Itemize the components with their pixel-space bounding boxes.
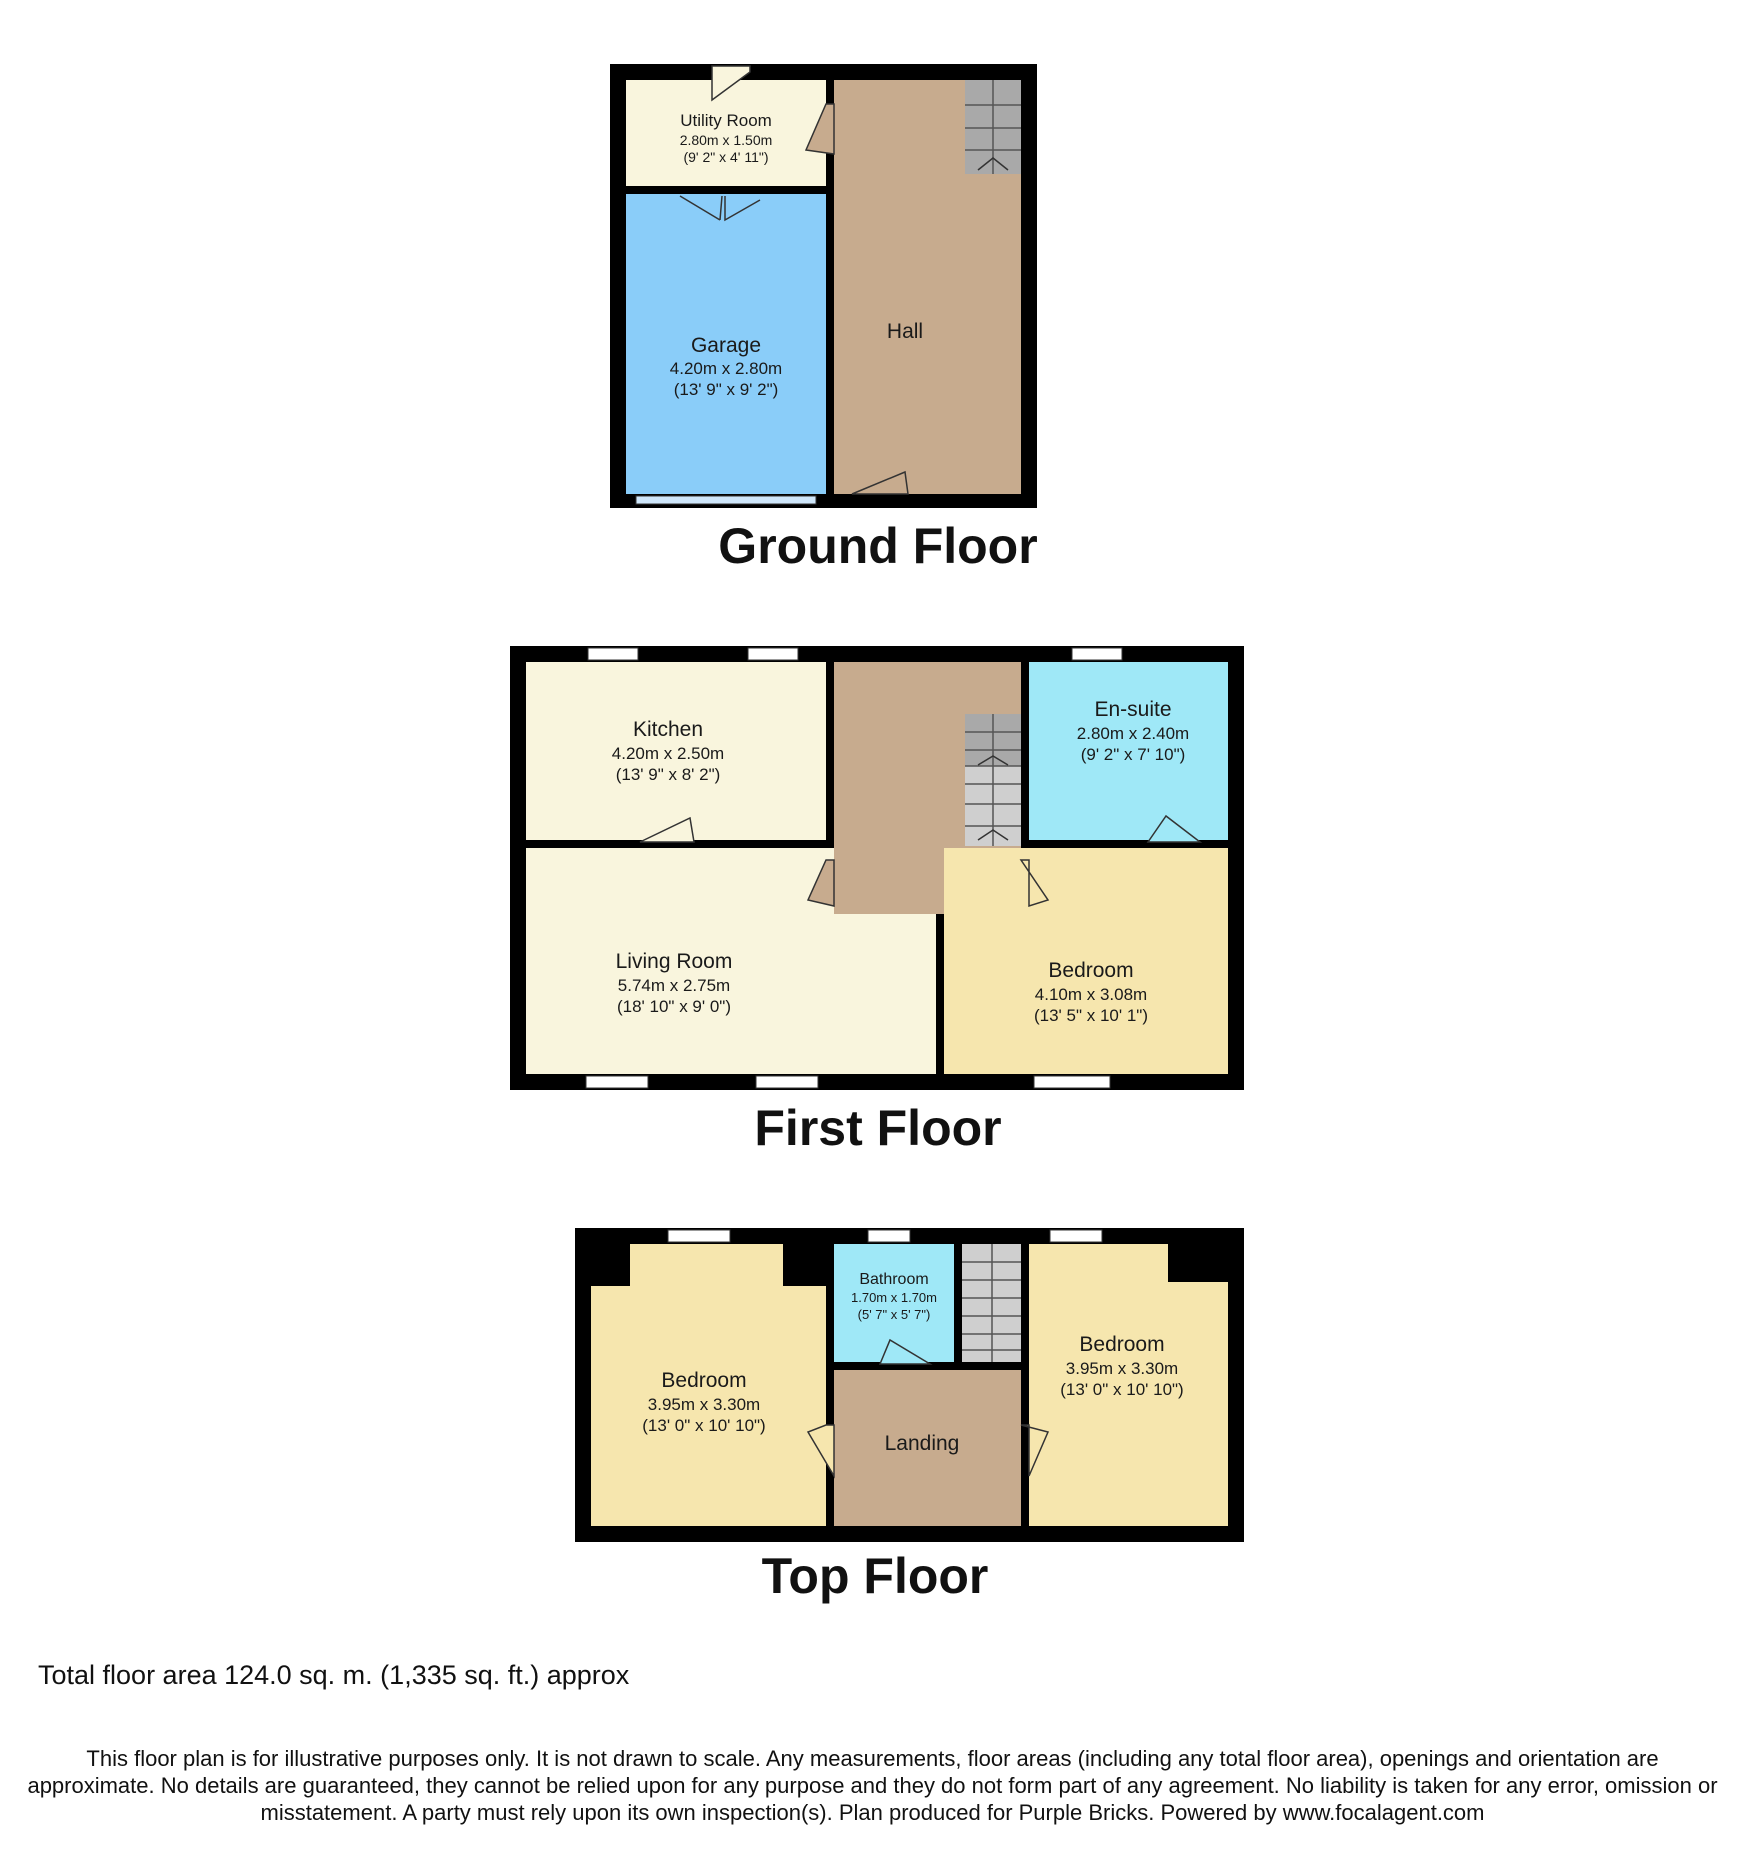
- hall-name: Hall: [886, 320, 924, 343]
- top-floor: [575, 1228, 1244, 1604]
- bathroom-imperial: (5' 7" x 5' 7"): [857, 1307, 931, 1322]
- garage-name: Garage: [690, 334, 762, 357]
- top-floor-title: Top Floor: [761, 1548, 989, 1604]
- ensuite-metric: 2.80m x 2.40m: [1076, 724, 1190, 743]
- first-stairs: [965, 714, 1021, 846]
- top-stairs: [962, 1244, 1021, 1362]
- ground-floor: [610, 64, 1038, 574]
- top-bedroom-right-metric: 3.95m x 3.30m: [1065, 1359, 1179, 1378]
- garage-door: [636, 496, 816, 504]
- utility-room-name: Utility Room: [680, 111, 772, 130]
- top-bedroom-left-name: Bedroom: [661, 1369, 747, 1392]
- first-bedroom-name: Bedroom: [1048, 959, 1134, 982]
- kitchen-metric: 4.20m x 2.50m: [611, 744, 725, 763]
- ground-stairs: [965, 80, 1021, 174]
- first-bedroom-imperial: (13' 5" x 10' 1"): [1033, 1006, 1149, 1025]
- first-bedroom-metric: 4.10m x 3.08m: [1034, 985, 1148, 1004]
- bathroom-name: Bathroom: [859, 1271, 929, 1288]
- utility-room-metric: 2.80m x 1.50m: [679, 132, 773, 148]
- first-floor: [510, 646, 1244, 1156]
- utility-room-imperial: (9' 2" x 4' 11"): [683, 149, 769, 165]
- kitchen-imperial: (13' 9" x 8' 2"): [615, 765, 721, 784]
- total-floor-area: Total floor area 124.0 sq. m. (1,335 sq. ft.) approx: [38, 1660, 630, 1690]
- first-floor-title: First Floor: [754, 1100, 1002, 1156]
- top-bedroom-left-imperial: (13' 0" x 10' 10"): [642, 1416, 766, 1435]
- disclaimer-text: This floor plan is for illustrative purposes only. It is not drawn to scale. Any measurements, floor areas (including any total floor area), openings and orientation are approximate. No details are guaranteed, they cannot be relied upon for any purpose and they do not form part of any agreement. No liability is taken for any error, omission or misstatement. A party must rely upon its own inspection(s). Plan produced for Purple Bricks. Powered by www.focalagent.com: [27, 1746, 1718, 1825]
- kitchen-name: Kitchen: [632, 718, 704, 741]
- living-room-imperial: (18' 10" x 9' 0"): [616, 997, 732, 1016]
- top-bedroom-left-metric: 3.95m x 3.30m: [647, 1395, 761, 1414]
- ensuite-name: En-suite: [1094, 698, 1172, 721]
- ensuite-imperial: (9' 2" x 7' 10"): [1080, 745, 1186, 764]
- living-room-metric: 5.74m x 2.75m: [617, 976, 731, 995]
- landing-name: Landing: [884, 1432, 960, 1455]
- top-bedroom-right-imperial: (13' 0" x 10' 10"): [1060, 1380, 1184, 1399]
- garage-imperial: (13' 9" x 9' 2"): [673, 380, 779, 399]
- ground-floor-title: Ground Floor: [718, 518, 1038, 574]
- living-room-name: Living Room: [615, 950, 733, 973]
- garage-metric: 4.20m x 2.80m: [669, 359, 783, 378]
- bathroom-metric: 1.70m x 1.70m: [851, 1290, 937, 1305]
- top-bedroom-right-name: Bedroom: [1079, 1333, 1165, 1356]
